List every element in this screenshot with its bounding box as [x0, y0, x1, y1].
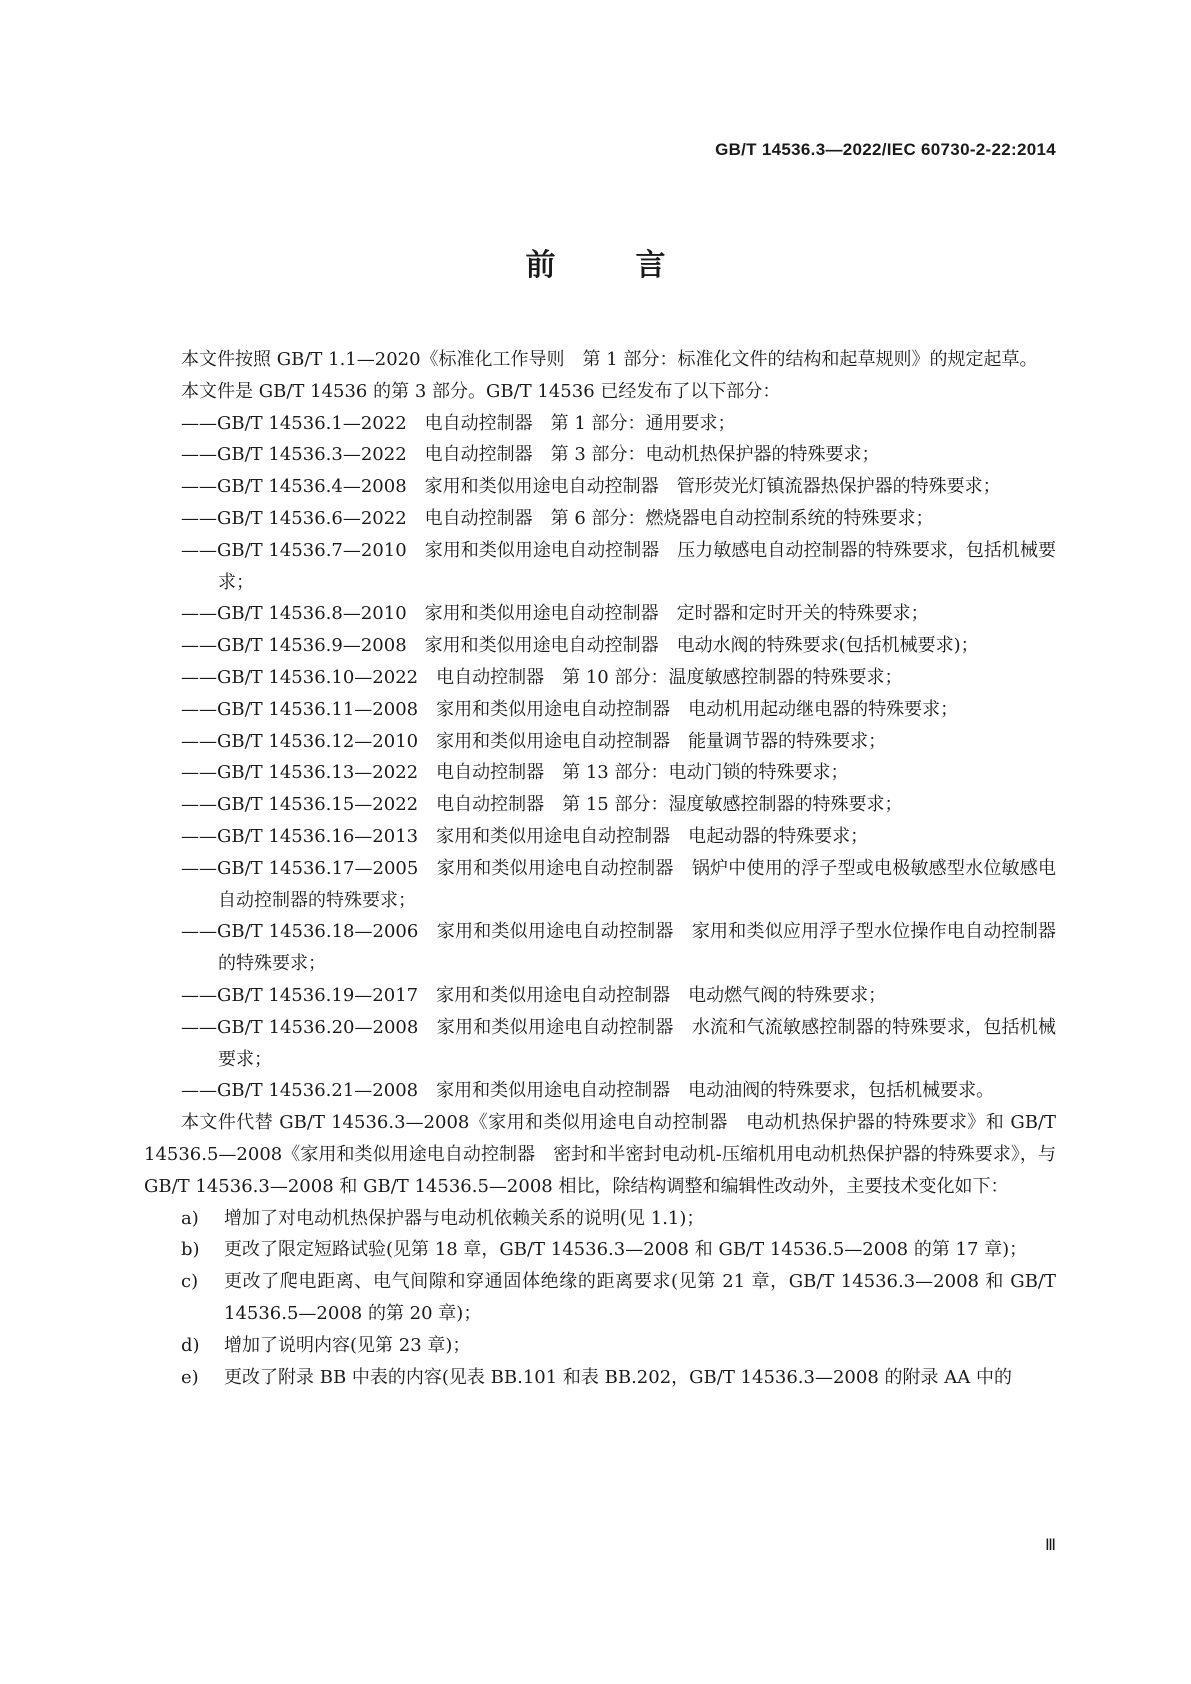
list-item: ——GB/T 14536.1—2022 电自动控制器 第 1 部分：通用要求； — [181, 412, 736, 434]
intro-paragraph: 本文件按照 GB/T 1.1—2020《标准化工作导则 第 1 部分：标准化文件的结构和起草规则》的规定起草。 — [181, 349, 1038, 370]
item-marker: c) — [181, 1271, 199, 1293]
list-item: ——GB/T 14536.10—2022 电自动控制器 第 10 部分：温度敏感控制器的特殊要求； — [181, 666, 903, 688]
replacement-paragraph: 本文件代替 GB/T 14536.3—2008《家用和类似用途电自动控制器 电动机热保护器的特殊要求》和 GB/T 14536.5—2008《家用和类似用途电自动控制器 密封和半密封电动机-压缩机用电动机热保护器的特殊要求》，与 GB/T 14536.3—2008 和 GB/T 14536.5—2008 相比，除结构调整和编辑性改动外，主要技术变化如下： — [144, 1112, 1056, 1197]
list-item: ——GB/T 14536.20—2008 家用和类似用途电自动控制器 水流和气流敏感控制器的特殊要求，包括机械要求； — [181, 1016, 1056, 1070]
item-marker: a) — [181, 1207, 199, 1229]
list-item: ——GB/T 14536.15—2022 电自动控制器 第 15 部分：湿度敏感控制器的特殊要求； — [181, 794, 903, 816]
list-item: ——GB/T 14536.11—2008 家用和类似用途电自动控制器 电动机用起动继电器的特殊要求； — [181, 698, 959, 720]
change-item — [144, 1203, 1056, 1235]
item-text: 更改了爬电距离、电气间隙和穿通固体绝缘的距离要求(见第 21 章，GB/T 14536.3—2008 和 GB/T 14536.5—2008 的第 20 章)； — [224, 1271, 1056, 1324]
list-item: ——GB/T 14536.3—2022 电自动控制器 第 3 部分：电动机热保护器的特殊要求； — [181, 444, 880, 466]
change-item — [144, 1330, 1056, 1362]
item-text: 更改了附录 BB 中表的内容(见表 BB.101 和表 BB.202，GB/T 14536.3—2008 的附录 AA 中的 — [224, 1366, 1012, 1388]
change-item — [144, 1266, 1056, 1330]
item-text: 增加了说明内容(见第 23 章)； — [224, 1334, 471, 1356]
list-item: ——GB/T 14536.12—2010 家用和类似用途电自动控制器 能量调节器的特殊要求； — [181, 730, 887, 752]
item-marker: b) — [181, 1239, 200, 1261]
standard-code: GB/T 14536.3—2022/IEC 60730-2-22:2014 — [715, 140, 1056, 159]
page-number: Ⅲ — [1044, 1537, 1056, 1554]
list-item: ——GB/T 14536.6—2022 电自动控制器 第 6 部分：燃烧器电自动控制系统的特殊要求； — [181, 507, 934, 529]
item-text: 更改了限定短路试验(见第 18 章，GB/T 14536.3—2008 和 GB/T 14536.5—2008 的第 17 章)； — [224, 1239, 1028, 1261]
list-item: ——GB/T 14536.7—2010 家用和类似用途电自动控制器 压力敏感电自动控制器的特殊要求，包括机械要求； — [181, 539, 1056, 593]
change-item — [144, 1362, 1056, 1394]
parts-list — [144, 408, 1056, 1108]
document-body — [144, 344, 1056, 1393]
list-item: ——GB/T 14536.18—2006 家用和类似用途电自动控制器 家用和类似应用浮子型水位操作电自动控制器的特殊要求； — [181, 921, 1056, 975]
item-text: 增加了对电动机热保护器与电动机依赖关系的说明(见 1.1)； — [224, 1207, 705, 1229]
list-item: ——GB/T 14536.9—2008 家用和类似用途电自动控制器 电动水阀的特殊要求(包括机械要求)； — [181, 635, 979, 657]
item-marker: e) — [181, 1366, 199, 1388]
page-title: 前言 — [525, 248, 746, 283]
list-item: ——GB/T 14536.16—2013 家用和类似用途电自动控制器 电起动器的特殊要求； — [181, 825, 869, 847]
changes-list — [144, 1203, 1056, 1394]
item-marker: d) — [181, 1334, 200, 1356]
intro-paragraph: 本文件是 GB/T 14536 的第 3 部分。GB/T 14536 已经发布了以下部分： — [181, 380, 781, 402]
list-item: ——GB/T 14536.8—2010 家用和类似用途电自动控制器 定时器和定时开关的特殊要求； — [181, 603, 929, 625]
list-item: ——GB/T 14536.17—2005 家用和类似用途电自动控制器 锅炉中使用的浮子型或电极敏感型水位敏感电自动控制器的特殊要求； — [181, 857, 1056, 911]
list-item: ——GB/T 14536.19—2017 家用和类似用途电自动控制器 电动燃气阀的特殊要求； — [181, 984, 887, 1006]
list-item: ——GB/T 14536.4—2008 家用和类似用途电自动控制器 管形荧光灯镇流器热保护器的特殊要求； — [181, 476, 1001, 498]
list-item: ——GB/T 14536.13—2022 电自动控制器 第 13 部分：电动门锁的特殊要求； — [181, 762, 849, 784]
change-item — [144, 1234, 1056, 1266]
list-item: ——GB/T 14536.21—2008 家用和类似用途电自动控制器 电动油阀的特殊要求，包括机械要求。 — [181, 1080, 995, 1102]
